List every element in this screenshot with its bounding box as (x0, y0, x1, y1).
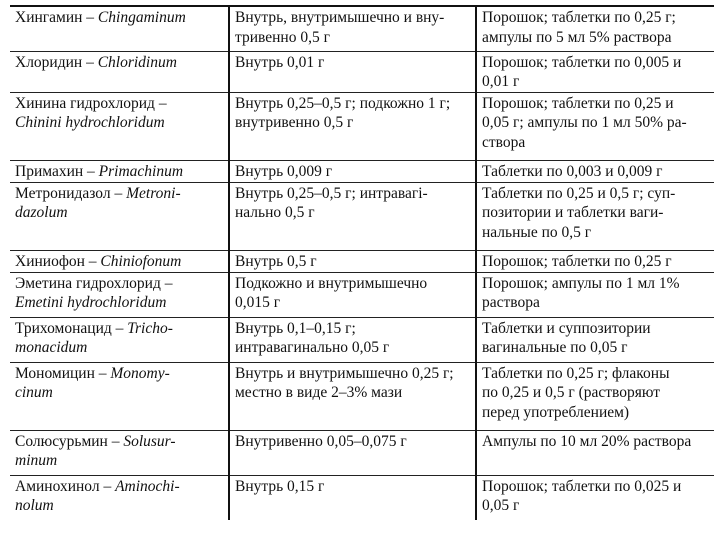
drug-name-cell (10, 362, 229, 430)
administration-text: 0,015 г (235, 294, 281, 311)
release-form-text: нальные по 0,5 г (482, 223, 592, 241)
release-form-text: Таблетки и суппозитории (482, 319, 651, 337)
drug-name-russian: Примахин – (15, 162, 99, 180)
administration-text: Внутрь и внутримышечно 0,25 г; (235, 364, 454, 382)
drug-table (10, 5, 714, 520)
administration-text: Внутрь 0,01 г (235, 53, 325, 71)
release-form-text: по 0,25 и 0,5 г (растворяют (482, 384, 661, 401)
release-form-cell (476, 160, 714, 182)
administration-text: Внутрь 0,25–0,5 г; подкожно 1 г; (235, 94, 451, 112)
drug-name-russian: Хинина гидрохлорид – (15, 94, 167, 112)
administration-text: Внутрь 0,5 г (235, 252, 317, 270)
table-row (10, 182, 714, 250)
administration-text: Внутрь 0,1–0,15 г; (235, 319, 356, 337)
drug-name-russian: Мономицин – (15, 364, 111, 382)
release-form-text: раствора (482, 294, 540, 311)
drug-name-latin: Chiniofonum (100, 252, 182, 270)
drug-name-cell (10, 430, 229, 475)
administration-cell (229, 182, 476, 250)
administration-text: Внутривенно 0,05–0,075 г (235, 432, 407, 450)
drug-name-cell (10, 160, 229, 182)
administration-cell (229, 6, 476, 51)
drug-name-russian: Аминохинол – (15, 477, 116, 495)
release-form-text: вагинальные по 0,05 г (482, 339, 628, 356)
drug-name-latin-continued: Emetini hydrochloridum (15, 294, 167, 311)
drug-name-cell (10, 51, 229, 92)
drug-name-cell (10, 182, 229, 250)
drug-name-latin: Chingaminum (97, 9, 186, 26)
document-page (10, 5, 698, 535)
release-form-cell (476, 6, 714, 51)
table-row (10, 362, 714, 430)
drug-name-latin-continued: Chinini hydrochloridum (15, 114, 165, 131)
release-form-text: створа (482, 133, 526, 151)
release-form-text: Порошок; таблетки по 0,25 г (482, 252, 672, 270)
release-form-text: Таблетки по 0,003 и 0,009 г (482, 162, 663, 180)
drug-name-russian: Эметина гидрохлорид – (15, 274, 173, 292)
release-form-cell (476, 475, 714, 520)
administration-cell (229, 430, 476, 475)
release-form-cell (476, 272, 714, 317)
administration-cell (229, 362, 476, 430)
drug-name-russian: Метронидазол – (15, 184, 127, 202)
release-form-text: Порошок; таблетки по 0,005 и (482, 53, 682, 71)
drug-name-russian: Солюсурьмин – (15, 432, 124, 450)
administration-text: нально 0,5 г (235, 204, 315, 221)
table-row (10, 6, 714, 51)
drug-table-body (10, 6, 714, 520)
administration-text: Подкожно и внутримышечно (235, 274, 428, 292)
release-form-text: Порошок; таблетки по 0,025 и (482, 477, 682, 495)
administration-text: интравагинально 0,05 г (235, 339, 390, 356)
drug-name-latin-continued: monacidum (15, 339, 88, 356)
release-form-text: 0,05 г; ампулы по 1 мл 50% ра- (482, 114, 687, 131)
drug-name-latin: Aminochi- (115, 477, 180, 495)
drug-name-latin-continued: minum (15, 452, 58, 469)
drug-name-cell (10, 317, 229, 362)
release-form-text: Ампулы по 10 мл 20% раствора (482, 432, 692, 450)
release-form-text: Таблетки по 0,25 г; флаконы (482, 364, 670, 382)
drug-name-latin: Primachinum (98, 162, 184, 180)
drug-name-latin: Chloridinum (97, 53, 177, 71)
administration-cell (229, 51, 476, 92)
release-form-text: Порошок; ампулы по 1 мл 1% (482, 274, 680, 292)
administration-cell (229, 317, 476, 362)
release-form-text: Таблетки по 0,25 и 0,5 г; суп- (482, 184, 676, 202)
release-form-text: ампулы по 5 мл 5% раствора (482, 28, 672, 46)
release-form-cell (476, 430, 714, 475)
drug-name-russian: Трихомонацид – (15, 319, 128, 337)
administration-text: Внутрь 0,25–0,5 г; интравагі- (235, 184, 428, 202)
table-row (10, 272, 714, 317)
administration-text: тривенно 0,5 г (235, 28, 330, 46)
drug-name-latin-continued: nolum (15, 497, 54, 514)
administration-cell (229, 92, 476, 160)
release-form-cell (476, 362, 714, 430)
release-form-cell (476, 250, 714, 272)
release-form-cell (476, 182, 714, 250)
drug-name-russian: Хлоридин – (15, 53, 98, 71)
release-form-text: Порошок; таблетки по 0,25 г; (482, 9, 676, 26)
drug-name-latin: Solusur- (123, 432, 176, 450)
drug-name-latin: Metroni- (126, 184, 181, 202)
administration-cell (229, 272, 476, 317)
table-row (10, 430, 714, 475)
drug-name-cell (10, 475, 229, 520)
table-row (10, 250, 714, 272)
table-row (10, 475, 714, 520)
table-row (10, 92, 714, 160)
drug-name-cell (10, 6, 229, 51)
release-form-text: перед употреблением) (482, 403, 630, 421)
drug-name-russian: Хингамин – (15, 9, 98, 26)
administration-text: местно в виде 2–3% мази (235, 384, 403, 401)
administration-cell (229, 160, 476, 182)
administration-text: Внутрь 0,15 г (235, 477, 325, 495)
drug-name-latin: Monomy- (110, 364, 170, 382)
drug-name-russian: Хиниофон – (15, 252, 101, 270)
release-form-cell (476, 92, 714, 160)
drug-name-cell (10, 92, 229, 160)
drug-name-cell (10, 272, 229, 317)
release-form-cell (476, 317, 714, 362)
release-form-text: 0,01 г (482, 73, 520, 90)
release-form-cell (476, 51, 714, 92)
release-form-text: 0,05 г (482, 497, 520, 514)
administration-cell (229, 250, 476, 272)
drug-name-latin-continued: dazolum (15, 204, 68, 221)
administration-cell (229, 475, 476, 520)
drug-name-cell (10, 250, 229, 272)
drug-name-latin-continued: cinum (15, 384, 53, 401)
administration-text: внутривенно 0,5 г (235, 114, 354, 131)
table-row (10, 51, 714, 92)
release-form-text: Порошок; таблетки по 0,25 и (482, 94, 674, 112)
administration-text: Внутрь, внутримышечно и вну- (235, 9, 445, 26)
release-form-text: позитории и таблетки ваги- (482, 204, 664, 221)
table-row (10, 317, 714, 362)
administration-text: Внутрь 0,009 г (235, 162, 333, 180)
drug-name-latin: Tricho- (127, 319, 173, 337)
table-row (10, 160, 714, 182)
